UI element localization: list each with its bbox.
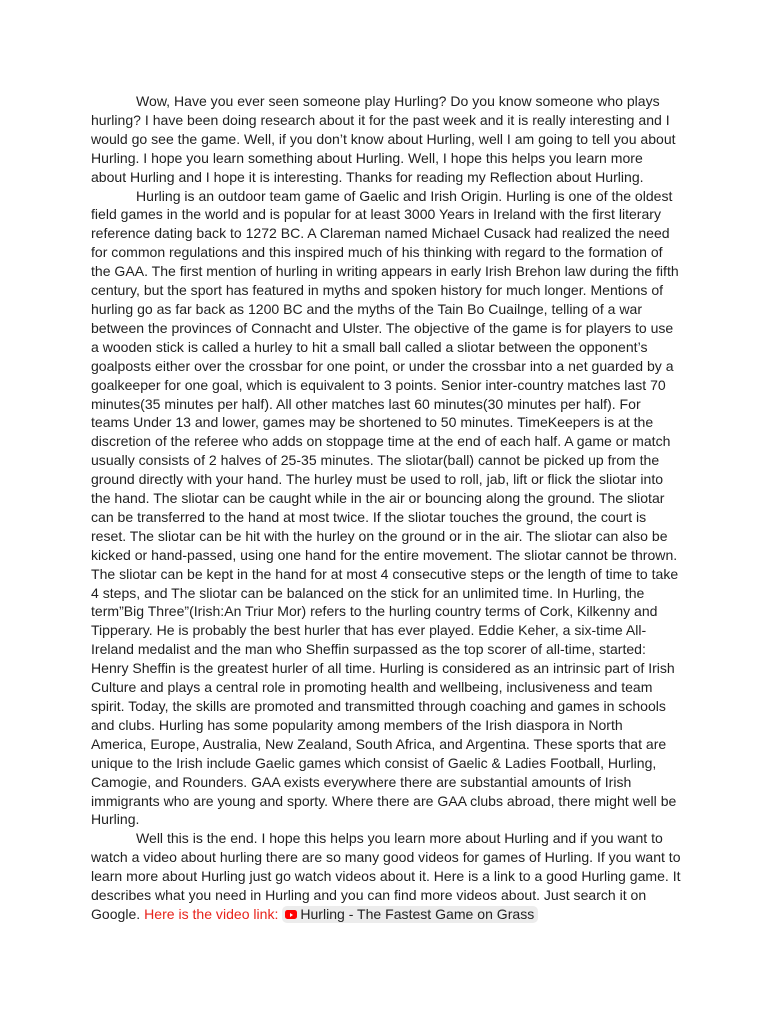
paragraph-conclusion [91, 829, 681, 924]
paragraph-intro: Wow, Have you ever seen someone play Hurling? Do you know someone who plays hurling? I have been doing research about it for the past week and it is really interesting and I would go see the game. Well, if you don’t know about Hurling, well I am going to tell you about Hurling. I hope you learn something about Hurling. Well, I hope this helps you learn more about Hurling and I hope it is interesting. Thanks for reading my Reflection about Hurling. [91, 93, 676, 185]
video-link-label: Here is the video link: [144, 905, 279, 922]
youtube-icon [285, 910, 297, 919]
paragraph-conclusion-text: Well this is the end. I hope this helps you learn more about Hurling and if you want to watch a video about hurling there are so many good videos for games of Hurling. If you want to learn more about Hurling just go watch videos about it. Here is a link to a good Hurling game. It describes what you need in Hurling and you can find more videos about. Just search it on Google. [91, 830, 681, 922]
video-link-chip[interactable] [282, 906, 538, 923]
paragraph-body: Hurling is an outdoor team game of Gaelic and Irish Origin. Hurling is one of the oldest field games in the world and is popular for at least 3000 Years in Ireland with the first literary reference dating back to 1272 BC. A Clareman named Michael Cusack had realized the need for common regulations and this inspired much of his thinking with regard to the formation of the GAA. The first mention of hurling in writing appears in early Irish Brehon law during the fifth century, but the sport has featured in myths and spoken history for much longer. Mentions of hurling go as far back as 1200 BC and the myths of the Tain Bo Cuailnge, telling of a war between the provinces of Connacht and Ulster. The objective of the game is for players to use a wooden stick is called a hurley to hit a small ball called a sliotar between the opponent’s goalposts either over the crossbar for one point, or under the crossbar into a net guarded by a goalkeeper for one goal, which is equivalent to 3 points. Senior inter-country matches last 70 minutes(35 minutes per half). All other matches last 60 minutes(30 minutes per half). For teams Under 13 and lower, games may be shortened to 50 minutes. TimeKeepers is at the discretion of the referee who adds on stoppage time at the end of each half. A game or match usually consists of 2 halves of 25-35 minutes. The sliotar(ball) cannot be picked up from the ground directly with your hand. The hurley must be used to roll, jab, lift or flick the sliotar into the hand. The sliotar can be caught while in the air or bouncing along the ground. The sliotar can be transferred to the hand at most twice. If the sliotar touches the ground, the court is reset. The sliotar can be hit with the hurley on the ground or in the air. The sliotar can also be kicked or hand-passed, using one hand for the entire movement. The sliotar cannot be thrown. The sliotar can be kept in the hand for at most 4 consecutive steps or the length of time to take 4 steps, and The sliotar can be balanced on the stick for an unlimited time. In Hurling, the term”Big Three”(Irish:An Triur Mor) refers to the hurling country terms of Cork, Kilkenny and Tipperary. He is probably the best hurler that has ever played. Eddie Keher, a six-time All-Ireland medalist and the man who Sheffin surpassed as the top scorer of all-time, started: Henry Sheffin is the greatest hurler of all time. Hurling is considered as an intrinsic part of Irish Culture and plays a central role in promoting health and wellbeing, inclusiveness and team spirit. Today, the skills are promoted and transmitted through coaching and games in schools and clubs. Hurling has some popularity among members of the Irish diaspora in North America, Europe, Australia, New Zealand, South Africa, and Argentina. These sports that are unique to the Irish include Gaelic games which consist of Gaelic & Ladies Football, Hurling, Camogie, and Rounders. GAA exists everywhere there are substantial amounts of Irish immigrants who are young and sporty. Where there are GAA clubs abroad, there might well be Hurling. [91, 187, 679, 828]
document-page [91, 92, 681, 924]
video-link-title[interactable]: Hurling - The Fastest Game on Grass [300, 905, 535, 922]
